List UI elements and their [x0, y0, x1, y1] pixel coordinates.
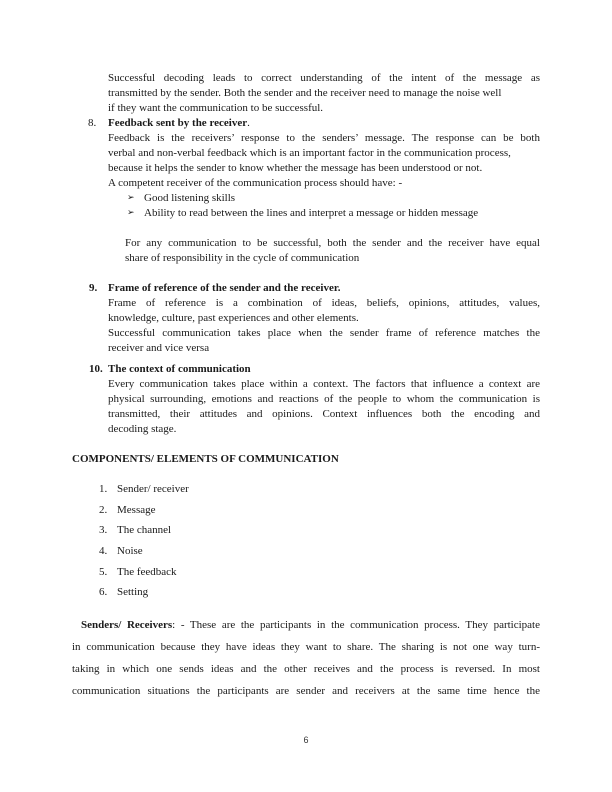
- item8-heading-suffix: .: [247, 117, 250, 129]
- item10-line: transmitted, their attitudes and opinions. Context influences both the encoding and: [108, 408, 540, 420]
- senders-line: taking in which one sends ideas and the other receives and the process is reversed. In most: [72, 663, 540, 675]
- component-item: The channel: [117, 524, 172, 536]
- intro-line: if they want the communication to be successful.: [108, 102, 324, 114]
- component-item: Sender/ receiver: [117, 483, 189, 495]
- list-number: 8.: [88, 117, 97, 129]
- list-number: 5.: [99, 566, 108, 578]
- senders-line: communication situations the participants are sender and receivers at the same time hence the: [72, 685, 540, 697]
- intro-line: transmitted by the sender. Both the sender and the receiver need to manage the noise well: [108, 87, 502, 99]
- list-number: 10.: [89, 363, 103, 375]
- item8-line: verbal and non-verbal feedback which is an important factor in the communication process,: [108, 147, 511, 159]
- bullet-item: Ability to read between the lines and interpret a message or hidden message: [144, 207, 479, 219]
- item10-line: decoding stage.: [108, 423, 177, 435]
- item9-line: knowledge, culture, past experiences and other elements.: [108, 312, 359, 324]
- item8-closing-line: share of responsibility in the cycle of communication: [125, 252, 360, 264]
- item9-line: Frame of reference is a combination of ideas, beliefs, opinions, attitudes, values,: [108, 297, 540, 309]
- item8-heading-text: Feedback sent by the receiver: [108, 117, 248, 129]
- item8-line: Feedback is the receivers’ response to the senders’ message. The response can be both: [108, 132, 540, 144]
- list-number: 6.: [99, 586, 108, 598]
- item10-line: physical surrounding, emotions and reactions of the people to whom the communication is: [108, 393, 540, 405]
- component-item: Noise: [117, 545, 143, 557]
- item8-heading: [108, 116, 250, 130]
- item10-heading: The context of communication: [108, 363, 251, 375]
- item8-line: because it helps the sender to know whether the message has been understood or not.: [108, 162, 483, 174]
- item9-heading: Frame of reference of the sender and the receiver.: [108, 282, 341, 294]
- list-number: 2.: [99, 504, 108, 516]
- item10-line: Every communication takes place within a context. The factors that influence a context are: [108, 378, 540, 390]
- list-number: 1.: [99, 483, 108, 495]
- senders-lead: : - These are the participants in the communication process. They participate: [172, 619, 540, 631]
- page-number: 6: [303, 735, 309, 745]
- component-item: Setting: [117, 586, 149, 598]
- item8-line: A competent receiver of the communication process should have: -: [108, 177, 403, 189]
- bullet-item: Good listening skills: [144, 192, 236, 204]
- arrow-bullet-icon: ➢: [127, 192, 135, 202]
- item9-line: receiver and vice versa: [108, 342, 210, 354]
- list-number: 9.: [89, 282, 98, 294]
- item8-closing-line: For any communication to be successful, both the sender and the receiver have equal: [125, 237, 540, 249]
- list-number: 4.: [99, 545, 108, 557]
- senders-term: Senders/ Receivers: [81, 619, 173, 631]
- senders-line: in communication because they have ideas they want to share. The sharing is not one way turn-: [72, 641, 540, 653]
- arrow-bullet-icon: ➢: [127, 207, 135, 217]
- list-number: 3.: [99, 524, 108, 536]
- senders-lead-line: [81, 618, 540, 632]
- intro-line: Successful decoding leads to correct understanding of the intent of the message as: [108, 72, 540, 84]
- item9-line: Successful communication takes place when the sender frame of reference matches the: [108, 327, 540, 339]
- section-heading: COMPONENTS/ ELEMENTS OF COMMUNICATION: [72, 453, 339, 465]
- component-item: The feedback: [117, 566, 177, 578]
- component-item: Message: [117, 504, 156, 516]
